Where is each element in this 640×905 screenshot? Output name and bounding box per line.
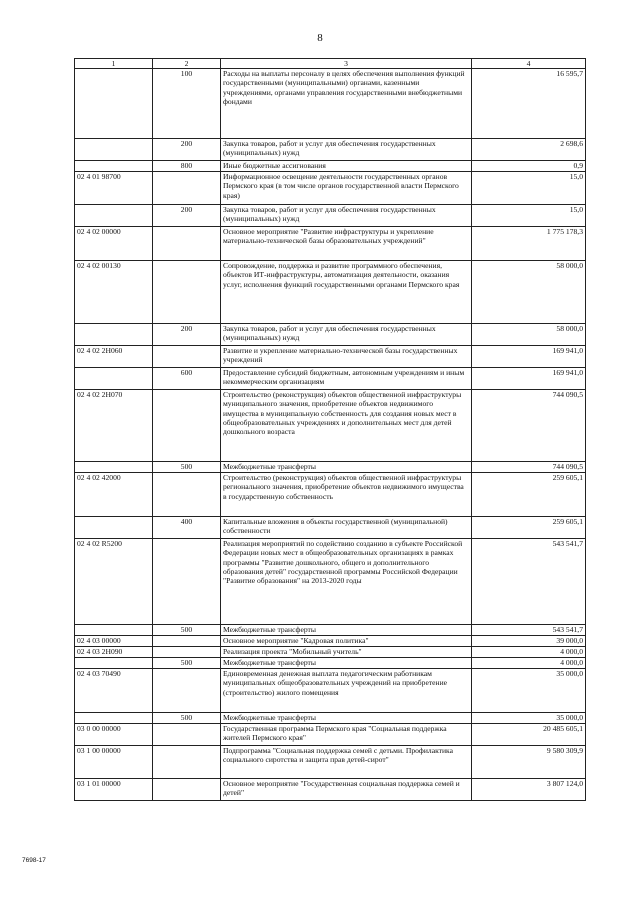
row-name: Межбюджетные трансферты	[221, 462, 472, 473]
table-row	[75, 390, 586, 462]
row-code	[75, 713, 153, 724]
row-amount: 20 485 605,1	[472, 724, 586, 746]
row-name: Основное мероприятие "Развитие инфраструктуры и укрепление материально-технической базы образовательных учреждений"	[221, 227, 472, 261]
row-name: Иные бюджетные ассигнования	[221, 161, 472, 172]
row-expense-type	[153, 172, 221, 205]
table-row	[75, 724, 586, 746]
row-amount: 15,0	[472, 172, 586, 205]
row-expense-type: 500	[153, 713, 221, 724]
row-code	[75, 205, 153, 227]
table-row	[75, 261, 586, 324]
row-name: Государственная программа Пермского края "Социальная поддержка жителей Пермского края"	[221, 724, 472, 746]
row-code: 02 4 02 R5200	[75, 539, 153, 625]
row-code	[75, 161, 153, 172]
table-row	[75, 172, 586, 205]
table-row	[75, 227, 586, 261]
row-expense-type	[153, 724, 221, 746]
row-amount: 16 595,7	[472, 69, 586, 139]
row-code: 02 4 02 2Н070	[75, 390, 153, 462]
row-expense-type: 100	[153, 69, 221, 139]
row-expense-type	[153, 636, 221, 647]
row-expense-type: 800	[153, 161, 221, 172]
row-expense-type	[153, 746, 221, 779]
row-code	[75, 324, 153, 346]
row-expense-type	[153, 390, 221, 462]
table-row	[75, 746, 586, 779]
row-amount: 15,0	[472, 205, 586, 227]
row-name: Развитие и укрепление материально-технической базы государственных учреждений	[221, 346, 472, 368]
table-row	[75, 647, 586, 658]
row-name: Строительство (реконструкция) объектов общественной инфраструктуры регионального значения, приобретение объектов недвижимого имущества в государственную собственность	[221, 473, 472, 517]
row-name: Информационное освещение деятельности государственных органов Пермского края (в том числе органов государственной власти Пермского края)	[221, 172, 472, 205]
row-amount: 2 698,6	[472, 139, 586, 161]
row-name: Единовременная денежная выплата педагогическим работникам муниципальных общеобразовательных учреждений на приобретение (строительство) жилого помещения	[221, 669, 472, 713]
column-header-3: 3	[221, 59, 472, 69]
row-amount: 39 000,0	[472, 636, 586, 647]
row-code: 02 4 03 70490	[75, 669, 153, 713]
row-amount: 744 090,5	[472, 462, 586, 473]
row-name: Основное мероприятие "Кадровая политика"	[221, 636, 472, 647]
row-amount: 259 605,1	[472, 473, 586, 517]
row-name: Строительство (реконструкция) объектов общественной инфраструктуры муниципального значения, приобретение объектов недвижимого имущества в муниципальную собственность для создания новых мест в общеобразовательных учреждениях и дополнительных мест для детей дошкольного возраста	[221, 390, 472, 462]
row-expense-type	[153, 261, 221, 324]
table-row	[75, 69, 586, 139]
row-code: 03 1 00 00000	[75, 746, 153, 779]
row-amount: 0,9	[472, 161, 586, 172]
row-code: 03 0 00 00000	[75, 724, 153, 746]
row-name: Расходы на выплаты персоналу в целях обеспечения выполнения функций государственными (муниципальными) органами, казенными учреждениями, органами управления государственными внебюджетными фондами	[221, 69, 472, 139]
table-row	[75, 713, 586, 724]
row-code	[75, 625, 153, 636]
row-code	[75, 517, 153, 539]
row-name: Межбюджетные трансферты	[221, 625, 472, 636]
row-code: 02 4 03 00000	[75, 636, 153, 647]
column-header-1: 1	[75, 59, 153, 69]
row-code	[75, 139, 153, 161]
row-name: Закупка товаров, работ и услуг для обеспечения государственных (муниципальных) нужд	[221, 324, 472, 346]
row-expense-type	[153, 779, 221, 801]
row-name: Подпрограмма "Социальная поддержка семей с детьми. Профилактика социального сиротства и защита прав детей-сирот"	[221, 746, 472, 779]
table-header-row	[75, 59, 586, 69]
row-name: Межбюджетные трансферты	[221, 713, 472, 724]
row-expense-type	[153, 227, 221, 261]
row-code: 02 4 02 00130	[75, 261, 153, 324]
row-name: Предоставление субсидий бюджетным, автономным учреждениям и иным некоммерческим организациям	[221, 368, 472, 390]
row-amount: 35 000,0	[472, 669, 586, 713]
row-amount: 543 541,7	[472, 539, 586, 625]
table-row	[75, 473, 586, 517]
row-name: Реализация проекта "Мобильный учитель"	[221, 647, 472, 658]
row-expense-type: 500	[153, 625, 221, 636]
row-expense-type: 500	[153, 462, 221, 473]
row-code: 02 4 02 42000	[75, 473, 153, 517]
table-row	[75, 517, 586, 539]
row-amount: 1 775 178,3	[472, 227, 586, 261]
row-expense-type: 200	[153, 205, 221, 227]
table-row	[75, 539, 586, 625]
row-expense-type	[153, 539, 221, 625]
row-expense-type: 500	[153, 658, 221, 669]
row-code	[75, 69, 153, 139]
table-row	[75, 669, 586, 713]
row-expense-type	[153, 669, 221, 713]
row-name: Закупка товаров, работ и услуг для обеспечения государственных (муниципальных) нужд	[221, 205, 472, 227]
document-code: 7698-17	[22, 857, 46, 864]
row-name: Капитальные вложения в объекты государственной (муниципальной) собственности	[221, 517, 472, 539]
row-name: Реализация мероприятий по содействию созданию в субъекте Российской Федерации новых мест в общеобразовательных организациях в рамках программы "Развитие дошкольного, общего и дополнительного образования детей" государственной программы Российской Федерации "Развитие образования" на 2013-2020 годы	[221, 539, 472, 625]
budget-table	[74, 58, 586, 801]
column-header-2: 2	[153, 59, 221, 69]
row-code: 02 4 03 2Н090	[75, 647, 153, 658]
row-name: Межбюджетные трансферты	[221, 658, 472, 669]
row-expense-type	[153, 346, 221, 368]
table-row	[75, 161, 586, 172]
row-expense-type: 600	[153, 368, 221, 390]
table-row	[75, 658, 586, 669]
row-amount: 58 000,0	[472, 324, 586, 346]
table-row	[75, 625, 586, 636]
row-code: 02 4 01 98700	[75, 172, 153, 205]
row-amount: 744 090,5	[472, 390, 586, 462]
row-amount: 4 000,0	[472, 658, 586, 669]
row-code: 03 1 01 00000	[75, 779, 153, 801]
table-row	[75, 636, 586, 647]
row-name: Закупка товаров, работ и услуг для обеспечения государственных (муниципальных) нужд	[221, 139, 472, 161]
row-expense-type	[153, 473, 221, 517]
row-amount: 4 000,0	[472, 647, 586, 658]
row-code: 02 4 02 2Н060	[75, 346, 153, 368]
row-amount: 3 807 124,0	[472, 779, 586, 801]
row-expense-type: 200	[153, 139, 221, 161]
row-expense-type: 200	[153, 324, 221, 346]
row-code	[75, 368, 153, 390]
row-amount: 58 000,0	[472, 261, 586, 324]
page-number: 8	[317, 32, 323, 44]
row-name: Основное мероприятие "Государственная социальная поддержка семей и детей"	[221, 779, 472, 801]
row-amount: 543 541,7	[472, 625, 586, 636]
row-amount: 35 000,0	[472, 713, 586, 724]
row-code	[75, 658, 153, 669]
column-header-4: 4	[472, 59, 586, 69]
table-row	[75, 205, 586, 227]
row-code	[75, 462, 153, 473]
row-amount: 169 941,0	[472, 346, 586, 368]
table-row	[75, 139, 586, 161]
row-amount: 259 605,1	[472, 517, 586, 539]
row-expense-type	[153, 647, 221, 658]
table-row	[75, 368, 586, 390]
row-amount: 9 580 309,9	[472, 746, 586, 779]
table-row	[75, 779, 586, 801]
table-row	[75, 346, 586, 368]
row-code: 02 4 02 00000	[75, 227, 153, 261]
row-name: Сопровождение, поддержка и развитие программного обеспечения, объектов ИТ-инфраструктуры, автоматизация деятельности, оказания услуг, исполнения функций государственными органами Пермского края	[221, 261, 472, 324]
row-expense-type: 400	[153, 517, 221, 539]
table-row	[75, 324, 586, 346]
table-row	[75, 462, 586, 473]
row-amount: 169 941,0	[472, 368, 586, 390]
